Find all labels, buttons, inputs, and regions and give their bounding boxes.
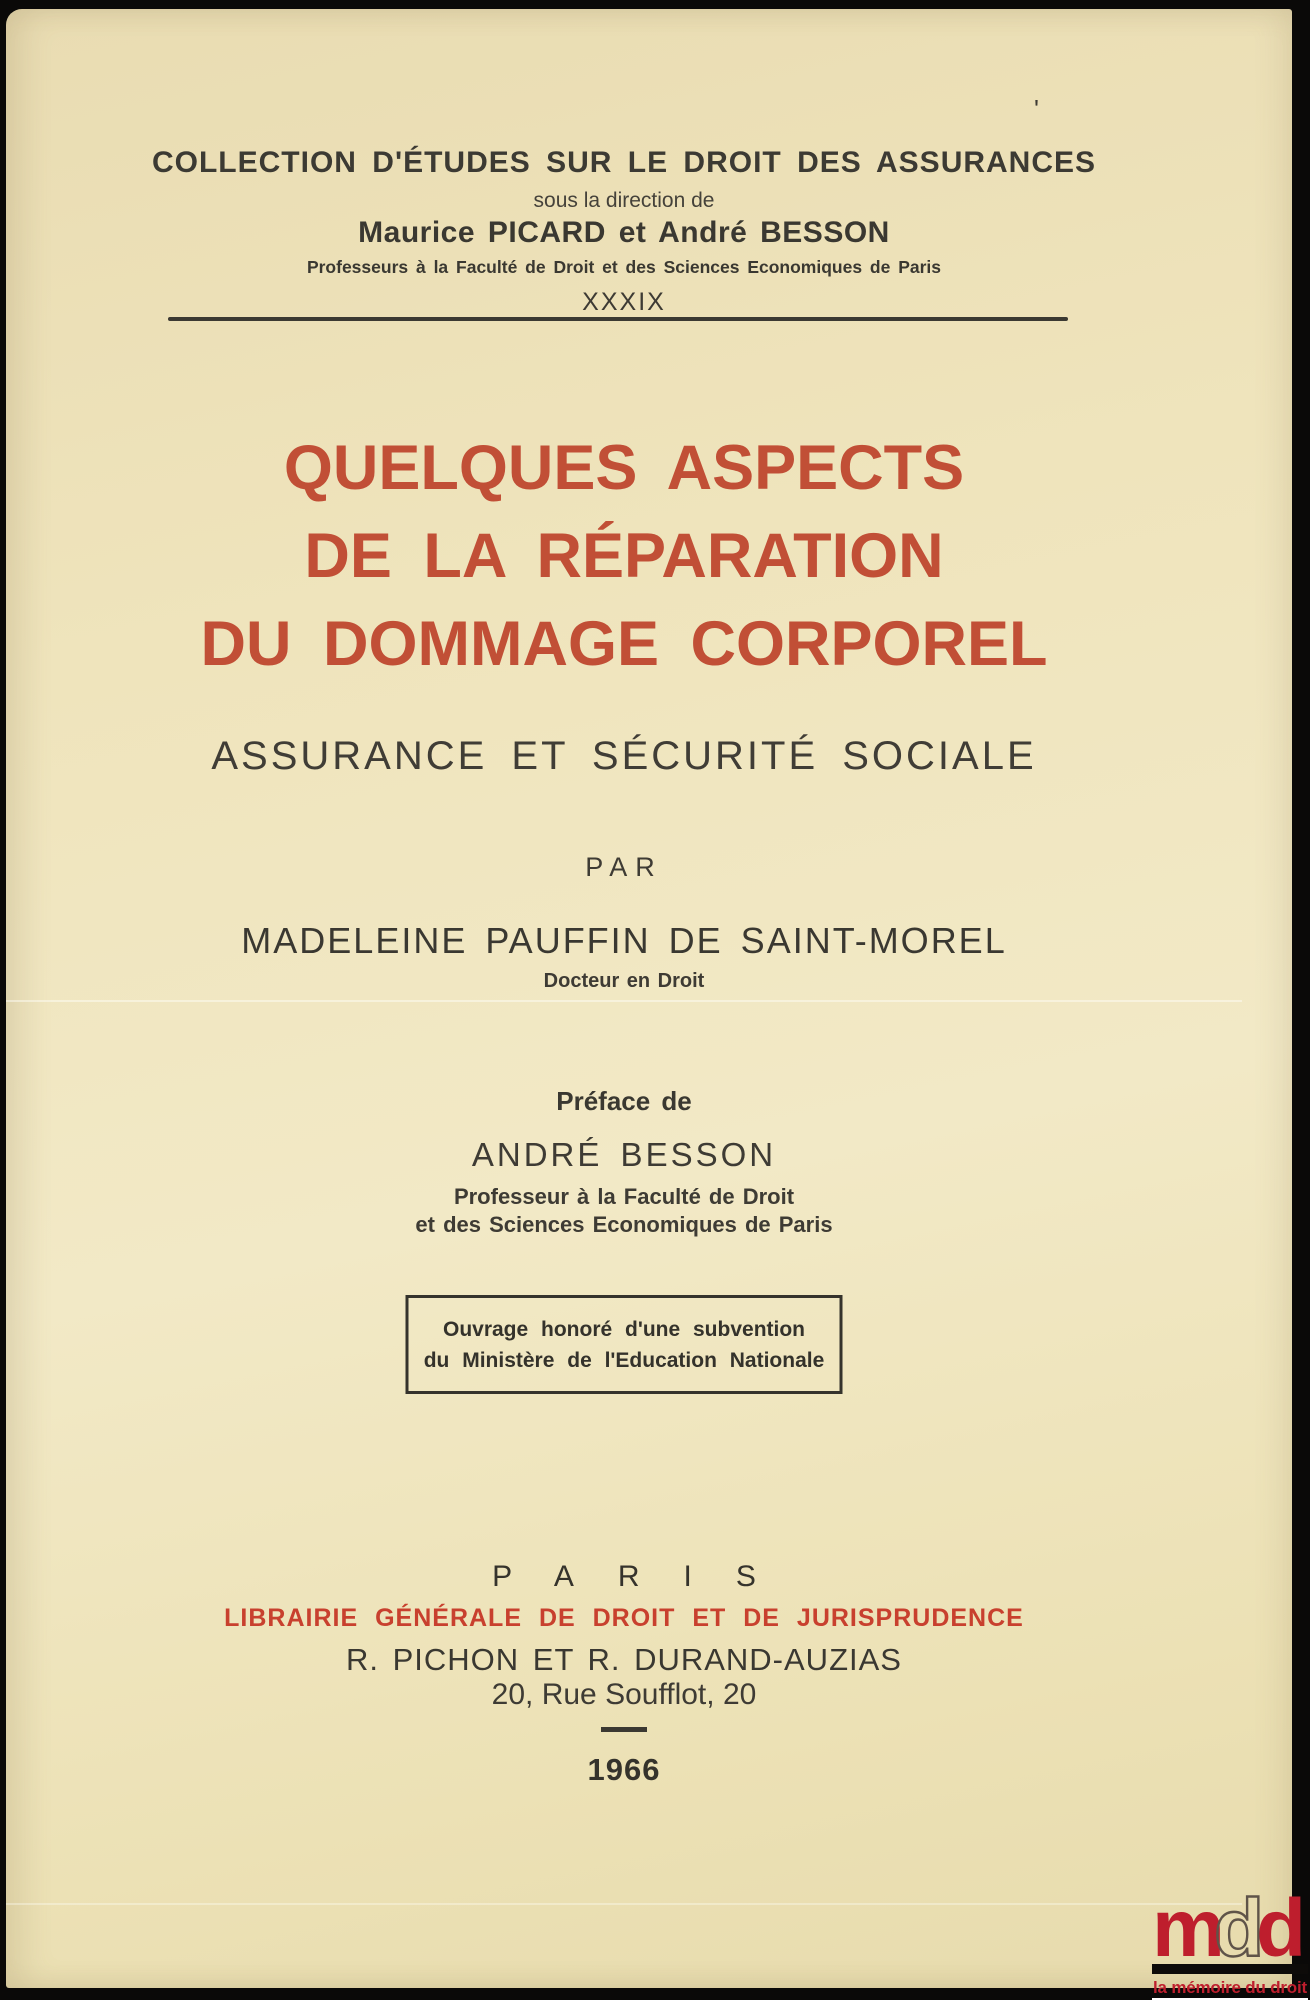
paper-fold-line <box>6 1903 1242 1905</box>
stray-apostrophe-mark: ' <box>1034 94 1039 124</box>
logo-tagline: la mémoire du droit <box>1153 1978 1307 1997</box>
imprint-year: 1966 <box>587 1752 661 1787</box>
book-subtitle: ASSURANCE ET SÉCURITÉ SOCIALE <box>211 734 1037 778</box>
grant-notice-line-1: Ouvrage honoré d'une subvention <box>442 1317 806 1341</box>
logo-letter-d-solid: d <box>1256 1888 1307 1960</box>
grant-notice-line-2: du Ministère de l'Education Nationale <box>423 1348 825 1372</box>
logo-black-bar <box>1152 1964 1308 1974</box>
logo-letter-d-outline: d <box>1214 1888 1265 1960</box>
by-label: PAR <box>585 852 663 882</box>
preface-author-role-line-2: et des Sciences Economiques de Paris <box>415 1212 833 1237</box>
imprint-address: 20, Rue Soufflot, 20 <box>491 1678 757 1711</box>
imprint-printers: R. PICHON ET R. DURAND-AUZIAS <box>346 1642 902 1677</box>
book-title-line-3: DU DOMMAGE CORPOREL <box>200 609 1048 679</box>
imprint-divider-dash <box>601 1727 647 1732</box>
preface-author: ANDRÉ BESSON <box>471 1136 777 1173</box>
mdd-watermark-logo <box>1152 1888 1308 2000</box>
author-name: MADELEINE PAUFFIN DE SAINT-MOREL <box>241 920 1007 961</box>
preface-label: Préface de <box>556 1086 692 1116</box>
book-title-line-1: QUELQUES ASPECTS <box>283 433 965 503</box>
imprint-city: PARIS <box>492 1560 800 1593</box>
grant-notice-box <box>406 1295 843 1394</box>
preface-author-role-line-1: Professeur à la Faculté de Droit <box>453 1184 795 1209</box>
mdd-logo-icon <box>1152 1888 1308 1960</box>
book-title <box>6 424 1242 688</box>
logo-letter-m: m <box>1152 1888 1225 1960</box>
series-directors-role: Professeurs à la Faculté de Droit et des Sciences Economiques de Paris <box>306 257 942 277</box>
series-directors: Maurice PICARD et André BESSON <box>358 216 890 249</box>
series-title: COLLECTION D'ÉTUDES SUR LE DROIT DES ASSURANCES <box>151 146 1097 179</box>
paper-fold-line <box>6 1000 1242 1002</box>
imprint-publisher: LIBRAIRIE GÉNÉRALE DE DROIT ET DE JURISPRUDENCE <box>224 1604 1024 1632</box>
book-title-line-2: DE LA RÉPARATION <box>304 521 944 591</box>
direction-label: sous la direction de <box>533 189 715 212</box>
header-rule <box>168 317 1068 321</box>
author-degree: Docteur en Droit <box>543 970 705 992</box>
volume-number: XXXIX <box>582 288 666 316</box>
